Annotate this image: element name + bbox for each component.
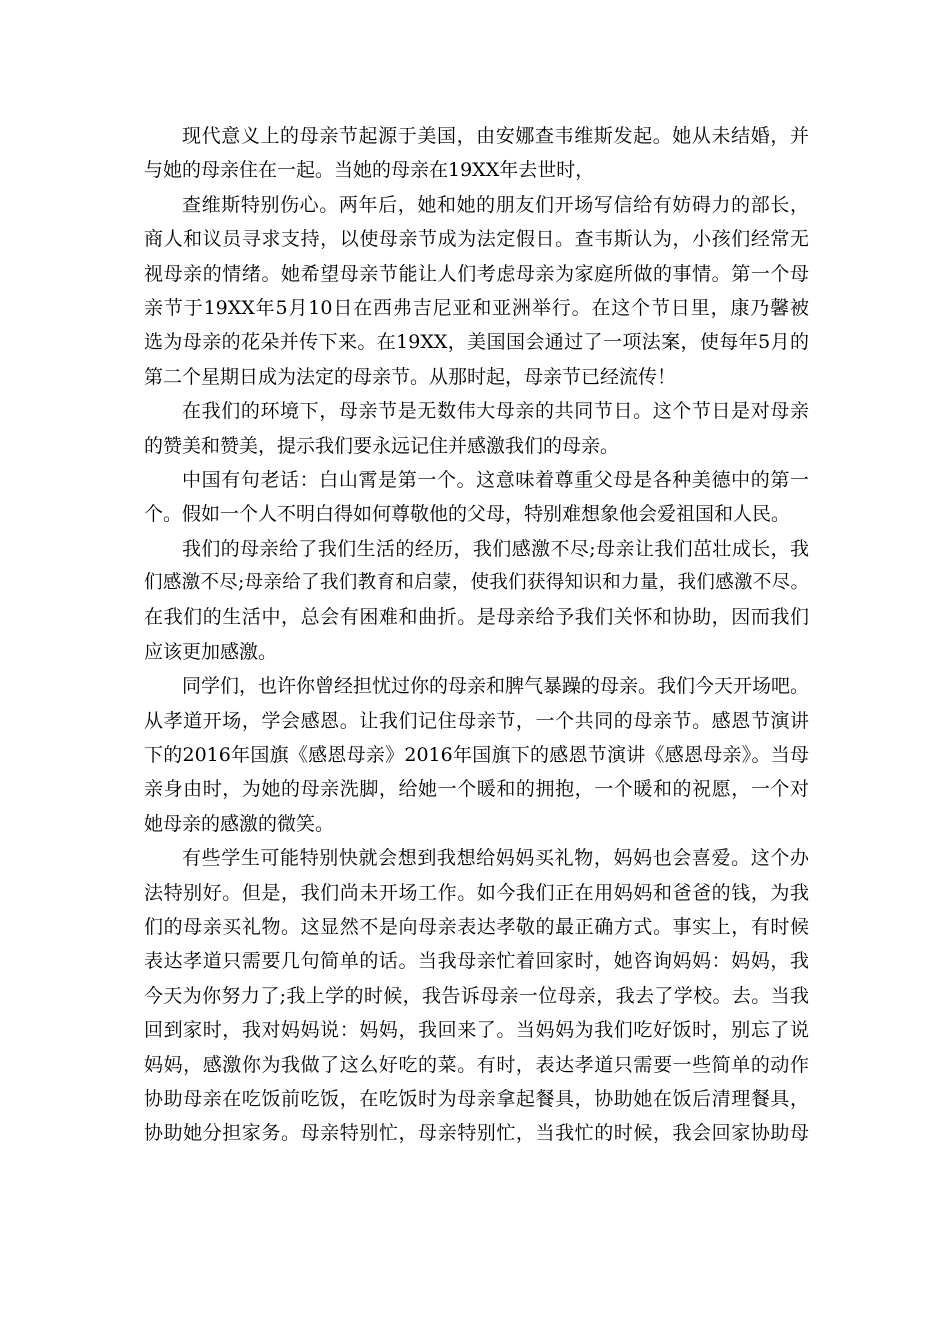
paragraph-2-line-2: 商人和议员寻求支持，以使母亲节成为法定假日。查韦斯认为，小孩们经常无	[144, 228, 809, 251]
paragraph-3-line-1: 在我们的环境下，母亲节是无数伟大母亲的共同节日。这个节日是对母亲	[182, 400, 809, 423]
paragraph-4-line-1: 中国有句老话：白山霄是第一个。这意味着尊重父母是各种美德中的第一	[182, 468, 809, 491]
paragraph-3-line-2: 的赞美和赞美，提示我们要永远记住并感激我们的母亲。	[144, 434, 620, 457]
paragraph-6-line-2: 从孝道开场，学会感恩。让我们记住母亲节，一个共同的母亲节。感恩节演讲	[144, 709, 809, 732]
paragraph-7-line-1: 有些学生可能特别快就会想到我想给妈妈买礼物，妈妈也会喜爱。这个办	[182, 847, 809, 870]
paragraph-2-line-1: 查维斯特别伤心。两年后，她和她的朋友们开场写信给有妨碍力的部长，	[182, 193, 809, 216]
paragraph-7-line-2: 法特别好。但是，我们尚未开场工作。如今我们正在用妈妈和爸爸的钱，为我	[144, 881, 809, 904]
paragraph-1-line-2: 与她的母亲住在一起。当她的母亲在19XX年去世时，	[144, 159, 595, 182]
paragraph-2-line-6: 第二个星期日成为法定的母亲节。从那时起，母亲节已经流传！	[144, 365, 677, 388]
paragraph-6-line-4: 亲身由时，为她的母亲洗脚，给她一个暖和的拥抱，一个暖和的祝愿，一个对	[144, 778, 809, 801]
document-body	[144, 119, 809, 1151]
paragraph-7-line-4: 表达孝道只需要几句简单的话。当我母亲忙着回家时，她咨询妈妈：妈妈，我	[144, 950, 809, 973]
paragraph-7-line-9: 协助她分担家务。母亲特别忙，母亲特别忙，当我忙的时候，我会回家协助母	[144, 1122, 809, 1145]
paragraph-2-line-4: 亲节于19XX年5月10日在西弗吉尼亚和亚洲举行。在这个节日里，康乃馨被	[144, 296, 809, 319]
paragraph-7-line-7: 妈妈，感激你为我做了这么好吃的菜。有时，表达孝道只需要一些简单的动作	[144, 1053, 809, 1076]
paragraph-5-line-2: 们感激不尽;母亲给了我们教育和启蒙，使我们获得知识和力量，我们感激不尽。	[144, 572, 809, 594]
paragraph-7-line-6: 回到家时，我对妈妈说：妈妈，我回来了。当妈妈为我们吃好饭时，别忘了说	[144, 1019, 809, 1042]
paragraph-7-line-5: 今天为你努力了;我上学的时候，我告诉母亲一位母亲，我去了学校。去。当我	[144, 984, 809, 1007]
paragraph-6-line-5: 她母亲的感激的微笑。	[144, 812, 335, 835]
paragraph-1-line-1: 现代意义上的母亲节起源于美国，由安娜查韦维斯发起。她从未结婚，并	[182, 125, 809, 147]
paragraph-5-line-3: 在我们的生活中，总会有困难和曲折。是母亲给予我们关怀和协助，因而我们	[144, 606, 809, 629]
paragraph-6-line-3: 下的2016年国旗《感恩母亲》2016年国旗下的感恩节演讲《感恩母亲》。当母	[144, 744, 809, 767]
paragraph-5-line-1: 我们的母亲给了我们生活的经历，我们感激不尽;母亲让我们茁壮成长，我	[182, 537, 809, 560]
paragraph-5-line-4: 应该更加感激。	[144, 640, 278, 663]
paragraph-7-line-8: 协助母亲在吃饭前吃饭，在吃饭时为母亲拿起餐具，协助她在饭后清理餐具，	[144, 1087, 809, 1110]
paragraph-6-line-1: 同学们，也许你曾经担忧过你的母亲和脾气暴躁的母亲。我们今天开场吧。	[182, 675, 810, 698]
paragraph-2-line-3: 视母亲的情绪。她希望母亲节能让人们考虑母亲为家庭所做的事情。第一个母	[144, 262, 809, 285]
paragraph-4-line-2: 个。假如一个人不明白得如何尊敬他的父母，特别难想象他会爱祖国和人民。	[144, 503, 791, 526]
paragraph-7-line-3: 们的母亲买礼物。这显然不是向母亲表达孝敬的最正确方式。事实上，有时候	[144, 915, 809, 938]
paragraph-2-line-5: 选为母亲的花朵并传下来。在19XX，美国国会通过了一项法案，使每年5月的	[144, 331, 809, 354]
